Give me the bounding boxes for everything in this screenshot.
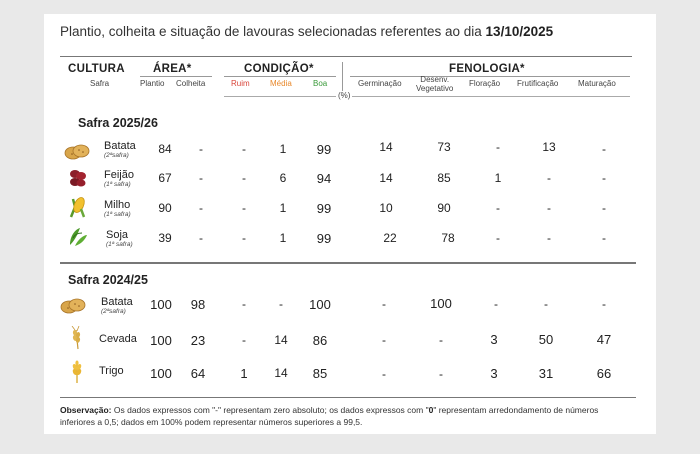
floracao-value: - [496, 201, 500, 215]
media-value: 14 [274, 366, 288, 380]
crop-cell [104, 141, 136, 159]
soy-icon [66, 225, 90, 247]
plantio-value: 90 [158, 201, 172, 215]
boa-value: 99 [316, 142, 332, 157]
germinacao-value: 14 [379, 140, 393, 154]
ruim-value: - [242, 142, 246, 156]
crop-cell [106, 230, 133, 248]
ruim-value: - [242, 231, 246, 245]
title-date: 13/10/2025 [485, 24, 554, 39]
colheita-value: - [199, 201, 203, 215]
header-desenv [416, 75, 453, 93]
header-media: Média [270, 79, 292, 88]
wheat-icon [66, 360, 90, 382]
potato-icon [64, 141, 88, 163]
desenv-value: - [439, 333, 443, 347]
boa-value: 86 [312, 333, 328, 348]
floracao-value: 3 [490, 366, 498, 381]
potato-icon [60, 295, 84, 317]
desenv-value: 85 [437, 171, 451, 185]
crop-name: Milho [104, 199, 131, 211]
plantio-value: 100 [150, 333, 172, 348]
header-boa: Boa [313, 79, 328, 88]
boa-value: 100 [309, 297, 331, 312]
germinacao-value: - [382, 297, 386, 311]
crop-note: (2ªsafra) [101, 308, 126, 315]
colheita-value: 23 [190, 333, 206, 348]
title-text: Plantio, colheita e situação de lavouras selecionadas referentes ao dia [60, 24, 482, 39]
header-maturacao: Maturação [578, 79, 616, 88]
maturacao-value: - [602, 201, 606, 215]
area-underline [140, 76, 212, 77]
header-condicao: CONDIÇÃO* [244, 63, 314, 75]
colheita-value: 98 [190, 297, 206, 312]
maturacao-value: - [602, 231, 606, 245]
report-title [60, 24, 553, 39]
boa-value: 99 [316, 231, 332, 246]
desenv-value: 78 [441, 231, 455, 245]
barley-icon [66, 326, 90, 348]
footnote-text-2: " representam arredondamento de números inferiores a 0,5; dados em 100% podem representar números superiores a 99,5. [60, 405, 599, 427]
crop-cell [104, 200, 131, 218]
floracao-value: 3 [490, 332, 498, 347]
frutificacao-value: 31 [538, 366, 554, 381]
frutificacao-value: 50 [538, 332, 554, 347]
maturacao-value: - [602, 297, 606, 311]
unit-label: (%) [338, 91, 351, 100]
section-label: Safra 2024/25 [68, 273, 148, 287]
ruim-value: - [242, 297, 246, 311]
maturacao-value: - [602, 171, 606, 185]
header-germinacao: Germinação [358, 79, 402, 88]
floracao-value: - [496, 140, 500, 154]
ruim-value: - [242, 171, 246, 185]
media-value: 6 [279, 171, 287, 185]
crop-note: (1ª safra) [104, 181, 131, 188]
footnote-label: Observação: [60, 405, 112, 415]
header-floracao: Floração [469, 79, 501, 88]
colheita-value: - [199, 231, 203, 245]
unit-rule [224, 96, 630, 97]
boa-value: 94 [316, 171, 332, 186]
colheita-value: 64 [190, 366, 206, 381]
footnote-zero: 0 [428, 405, 434, 415]
media-value: 14 [274, 333, 288, 347]
header-cultura: CULTURA [68, 63, 125, 75]
ruim-value: 1 [240, 366, 248, 381]
header-plantio: Plantio [140, 79, 165, 88]
floracao-value: - [496, 231, 500, 245]
frutificacao-value: - [547, 201, 551, 215]
desenv-value: - [439, 367, 443, 381]
header-area: ÁREA* [153, 63, 192, 75]
corn-icon [66, 195, 90, 217]
maturacao-value: 47 [596, 332, 612, 347]
boa-value: 85 [312, 366, 328, 381]
crop-note: (1ª safra) [106, 241, 133, 248]
section-label: Safra 2025/26 [78, 116, 158, 130]
desenv-value: 90 [437, 201, 451, 215]
plantio-value: 84 [158, 142, 172, 156]
section-divider [60, 262, 636, 264]
floracao-value: - [494, 297, 498, 311]
header-colheita: Colheita [176, 79, 206, 88]
crop-name: Soja [106, 229, 129, 241]
media-value: 1 [279, 231, 287, 245]
ruim-value: - [242, 333, 246, 347]
germinacao-value: - [382, 333, 386, 347]
bean-icon [66, 167, 90, 189]
media-value: - [279, 297, 283, 311]
header-ruim: Ruim [231, 79, 250, 88]
footnote-text-1: Os dados expressos com "-" representam zero absoluto; os dados expressos com " [113, 405, 429, 415]
plantio-value: 100 [150, 297, 172, 312]
ruim-value: - [242, 201, 246, 215]
header-frutificacao: Frutificação [517, 79, 559, 88]
crop-name: Batata [101, 296, 133, 308]
desenv-value: 73 [437, 140, 451, 154]
crop-note: (1ª safra) [104, 211, 131, 218]
crop-name: Feijão [104, 169, 134, 181]
header-safra: Safra [90, 79, 110, 88]
header-fenologia: FENOLOGIA* [449, 63, 525, 75]
condicao-underline [224, 76, 336, 77]
fenologia-underline [350, 76, 630, 77]
frutificacao-value: - [547, 171, 551, 185]
maturacao-value: - [602, 142, 606, 156]
media-value: 1 [279, 201, 287, 215]
maturacao-value: 66 [596, 366, 612, 381]
boa-value: 99 [316, 201, 332, 216]
media-value: 1 [279, 142, 287, 156]
colheita-value: - [199, 171, 203, 185]
header-desenv-line2: Vegetativo [416, 84, 454, 93]
desenv-value: 100 [430, 296, 452, 311]
germinacao-value: 10 [379, 201, 393, 215]
germinacao-value: 14 [379, 171, 393, 185]
plantio-value: 100 [150, 366, 172, 381]
plantio-value: 67 [158, 171, 172, 185]
frutificacao-value: 13 [542, 140, 556, 154]
frutificacao-value: - [544, 297, 548, 311]
frutificacao-value: - [547, 231, 551, 245]
crop-note: (2ªsafra) [104, 152, 129, 159]
colheita-value: - [199, 142, 203, 156]
crop-cell [101, 297, 133, 315]
footnote [60, 404, 632, 428]
top-rule [60, 56, 632, 57]
germinacao-value: - [382, 367, 386, 381]
plantio-value: 39 [158, 231, 172, 245]
bottom-rule [60, 397, 636, 398]
germinacao-value: 22 [383, 231, 397, 245]
floracao-value: 1 [494, 171, 502, 185]
crop-cell [104, 170, 134, 188]
crop-name: Trigo [99, 365, 124, 377]
crop-name: Cevada [99, 333, 137, 345]
header-desenv-line1: Desenv. [420, 75, 450, 84]
crop-name: Batata [104, 140, 136, 152]
